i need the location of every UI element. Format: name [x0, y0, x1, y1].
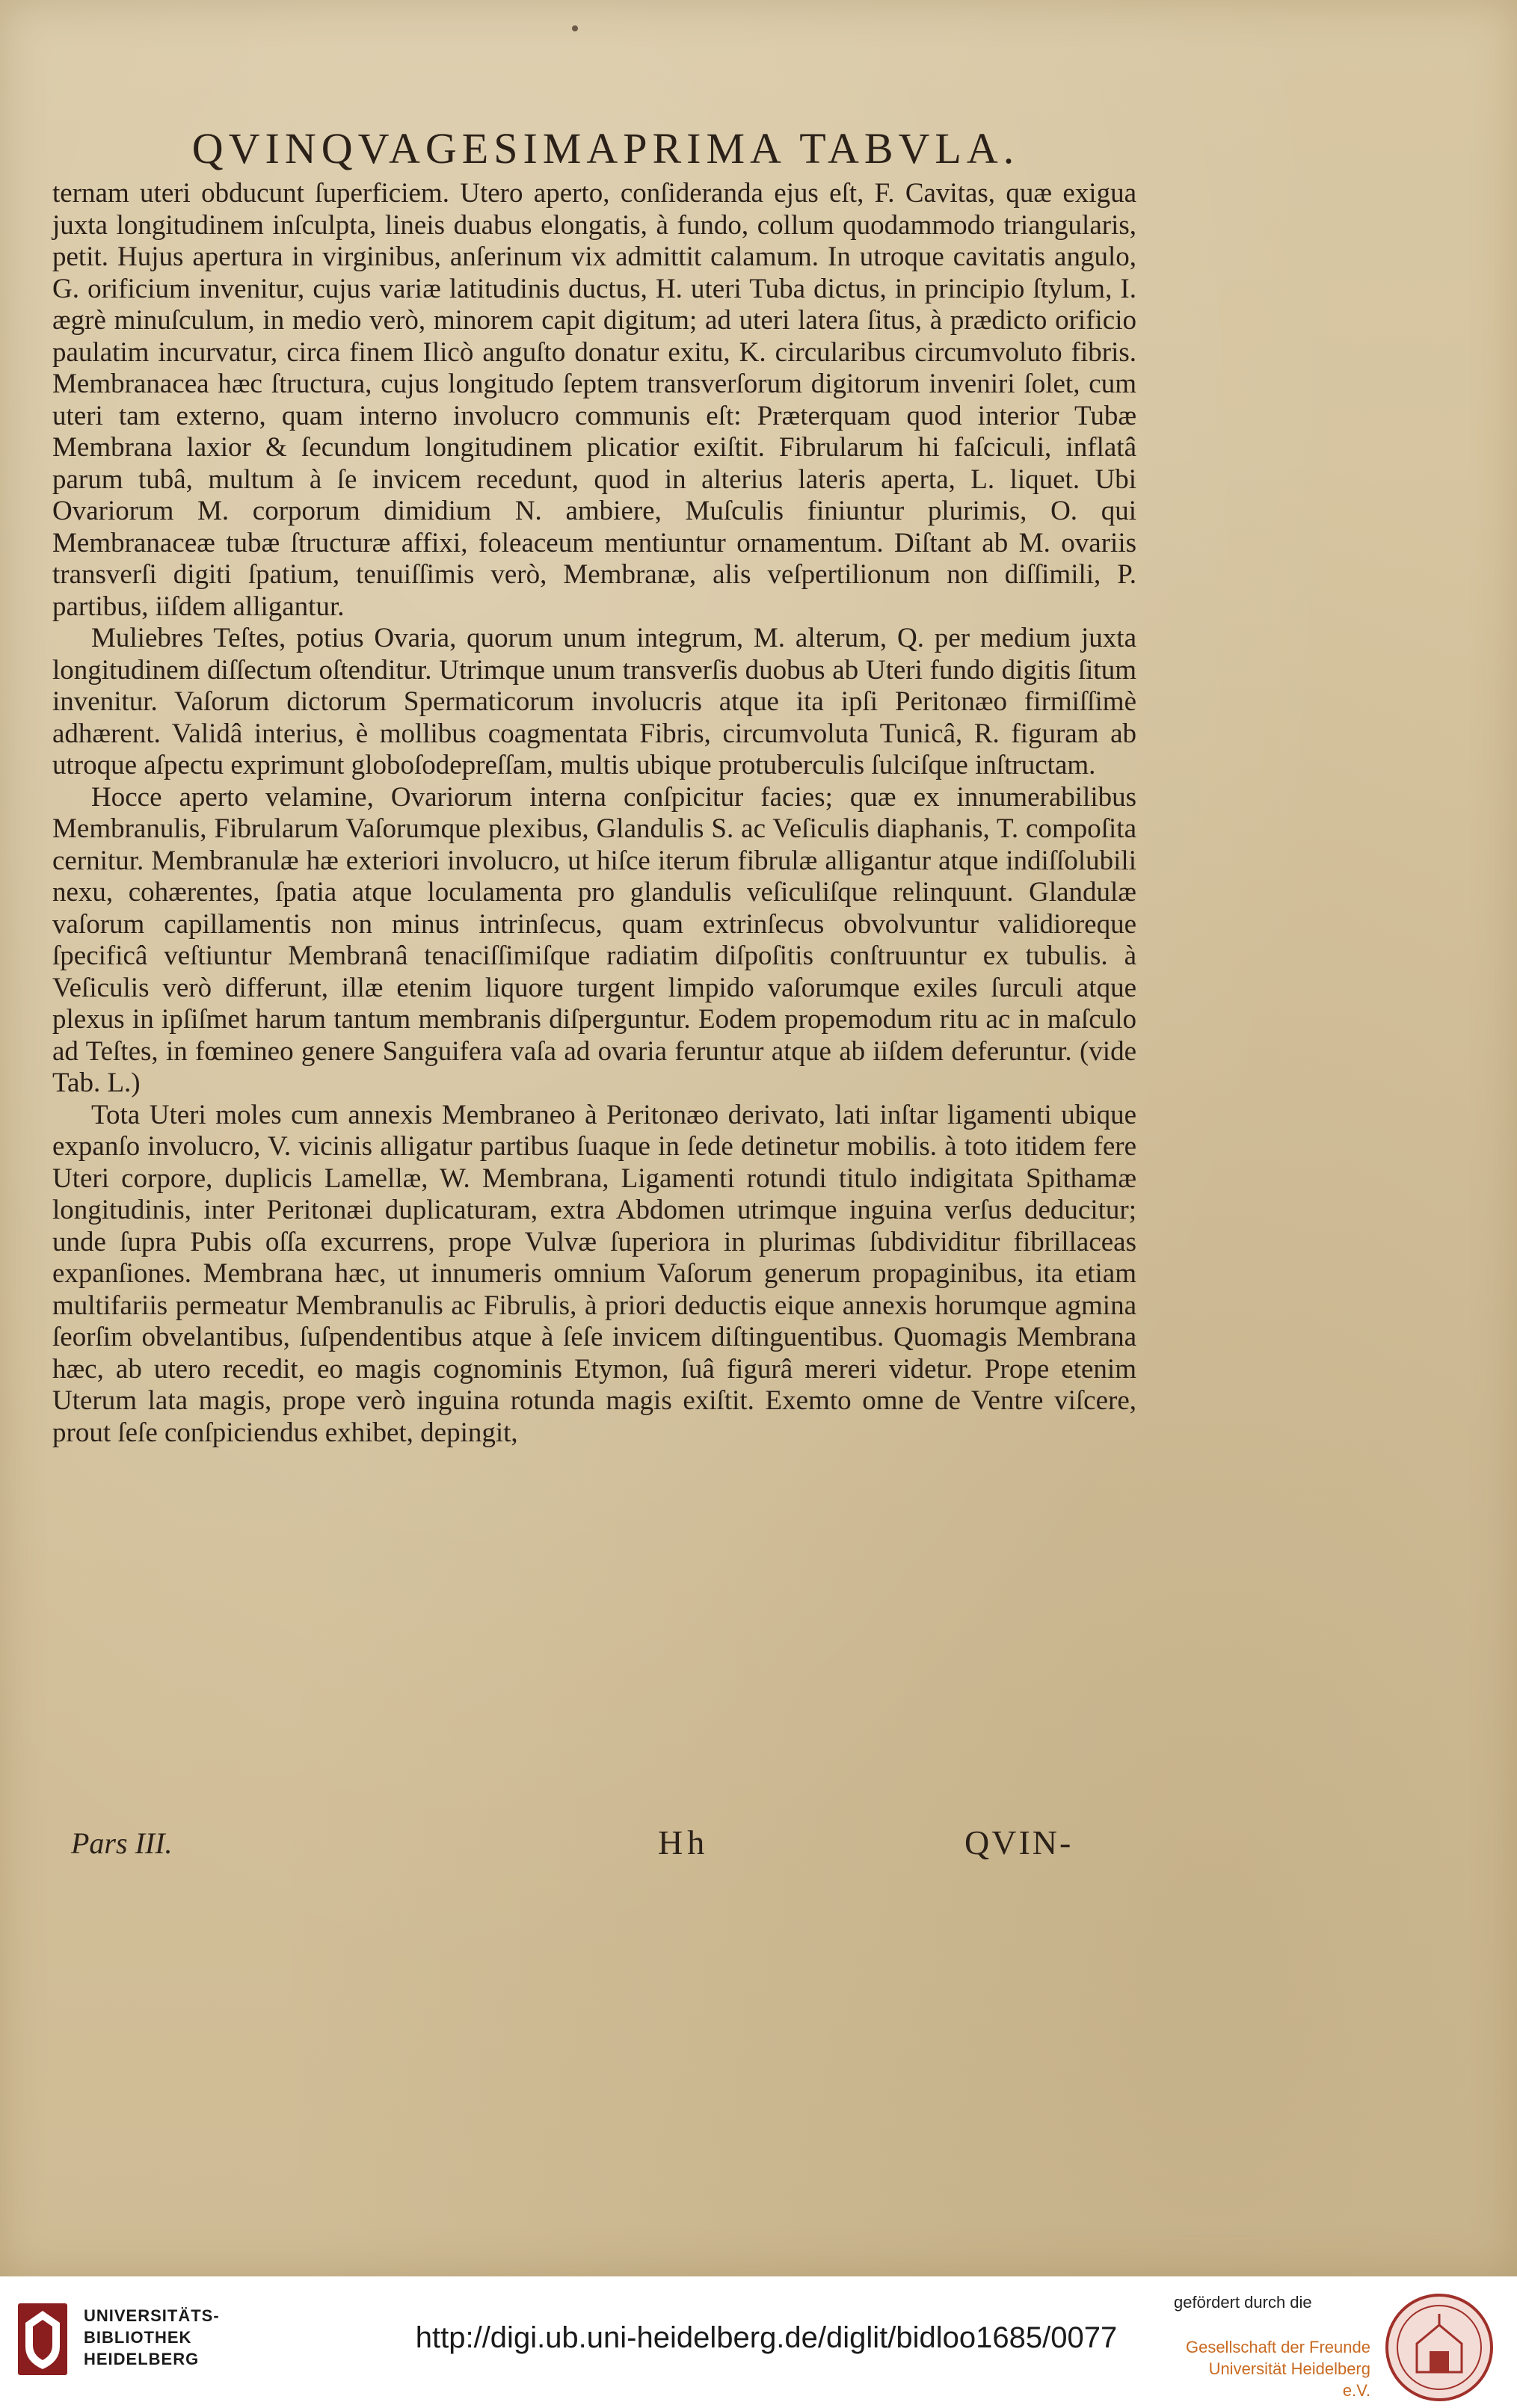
body-text — [52, 178, 1136, 1449]
permalink[interactable]: http://digi.ub.uni-heidelberg.de/diglit/bidloo1685/0077 — [415, 2321, 1118, 2354]
library-name-line-2: BIBLIOTHEK — [84, 2328, 192, 2347]
sponsor-line-1: Gesellschaft der Freunde — [1185, 2338, 1370, 2356]
library-name-line-3: HEIDELBERG — [84, 2350, 200, 2368]
catchword: QVIN- — [964, 1823, 1074, 1862]
part-label: Pars III. — [71, 1826, 173, 1860]
paragraph-3: Hocce aperto velamine, Ovariorum interna conſpicitur facies; quæ ex innumerabilibus Membranulis, Fibrularum Vaſorumque plexibus, Glandulis S. ac Veſiculis diaphanis, T. compoſita cernitur. Membranulæ hæ exteriori involucro, ut hiſce iterum fibrulæ alligantur atque indiſſolubili nexu, cohærentes, ſpatia atque loculamenta pro glandulis veſiculiſque relinquunt. Glandulæ vaſorum capillamentis non minus intrinſecus, quam extrinſecus obvolvuntur validioreque ſpecificâ veſtiuntur Membranâ tenaciſſimiſque radiatim diſpoſitis conſtruuntur ex tubulis. à Veſiculis verò differunt, illæ etenim liquore turgent limpido vaſorumque exiles ſurculi atque plexus in ipſiſmet harum tantum membranis diſperguntur. Eodem propemodum ritu ac in maſculo ad Teſtes, in fœmineo genere Sanguifera vaſa ad ovaria feruntur atque ab iiſdem deferuntur. (vide Tab. L.) — [52, 781, 1136, 1098]
sponsor-label: gefördert durch die — [1174, 2293, 1312, 2312]
paragraph-2: Muliebres Teſtes, potius Ovaria, quorum unum integrum, M. alterum, Q. per medium juxta longitudinem diſſectum oſtenditur. Utrimque unum transverſis duobus ab Uteri fundo digitis ſitum invenitur. Vaſorum dictorum Spermaticorum involucris atque ita ipſi Peritonæo firmiſſimè adhærent. Validâ interius, è mollibus coagmentata Fibris, circumvoluta Tunicâ, R. figuram ab utroque aſpectu exprimunt globoſodepreſſam, multis ubique protuberculis ſulciſque inſtructam. — [52, 623, 1136, 780]
university-seal-icon — [1383, 2291, 1495, 2404]
signature-mark: Hh — [658, 1823, 710, 1862]
university-logo-icon — [16, 2302, 69, 2377]
library-name-line-1: UNIVERSITÄTS- — [84, 2306, 220, 2325]
sponsor-name — [1180, 2336, 1370, 2401]
ink-speck — [572, 25, 578, 31]
library-name — [84, 2305, 220, 2370]
paragraph-1: ternam uteri obducunt ſuperficiem. Utero aperto, conſideranda ejus eſt, F. Cavitas, quæ exigua juxta longitudinem inſculpta, lineis duabus elongatis, à fundo, collum quodammodo triangularis, petit. Hujus apertura in virginibus, anſerinum vix admittit calamum. In utroque cavitatis angulo, G. orificium invenitur, cujus variæ latitudinis ductus, H. uteri Tuba dictus, in principio ſtylum, I. ægrè minuſculum, in medio verò, minorem capit digitum; ad uteri latera ſitus, à prædicto orificio paulatim incurvatur, circa finem Ilicò anguſto donatur exitu, K. circularibus circumvoluto fibris. Membranacea hæc ſtructura, cujus longitudo ſeptem transverſorum digitorum inveniri ſolet, cum uteri tam externo, quam interno involucro communis eſt: Præterquam quod interior Tubæ Membrana laxior & ſecundum longitudinem plicatior exiſtit. Fibrularum hi faſciculi, inflatâ parum tubâ, multum à ſe invicem recedunt, quod in alterius lateris aperta, L. liquet. Ubi Ovariorum M. corporum dimidium N. ambiere, Muſculis finiuntur plurimis, O. qui Membranaceæ tubæ ſtructuræ affixi, foleaceum mentiuntur ornamentum. Diſtant ab M. ovariis transverſi digiti ſpatium, tenuiſſimis verò, Membranæ, alis veſpertilionum non diſſimili, P. partibus, iiſdem alligantur. — [52, 178, 1136, 622]
sponsor-line-2: Universität Heidelberg e.V. — [1208, 2359, 1370, 2400]
digitization-footer-bar — [0, 2276, 1517, 2408]
page-footer — [0, 1818, 1517, 1878]
paragraph-4: Tota Uteri moles cum annexis Membraneo à Peritonæo derivato, lati inſtar ligamenti ubique expanſo involucro, V. vicinis alligatur partibus ſuaque in ſede detinetur mobilis. à toto itidem fere Uteri corpore, duplicis Lamellæ, W. Membrana, Ligamenti rotundi titulo indigitata Spithamæ longitudinis, inter Peritonæi duplicaturam, extra Abdomen utrimque inguina verſus deducitur; unde ſupra Pubis oſſa excurrens, prope Vulvæ ſuperiora in plurimas ſubdividitur fibrillaceas expanſiones. Membrana hæc, ut innumeris omnium Vaſorum generum propaginibus, ita etiam multifariis permeatur Membranulis ac Fibrulis, à priori deductis eique annexis horumque agmina ſeorſim obvelantibus, ſuſpendentibus atque à ſeſe invicem diſtinguentibus. Quomagis Membrana hæc, ab utero recedit, eo magis cognominis Etymon, ſuâ figurâ mereri videtur. Prope etenim Uterum lata magis, prope verò inguina rotunda magis exiſtit. Exemto omne de Ventre viſcere, prout ſeſe conſpiciendus exhibet, depingit, — [52, 1099, 1136, 1448]
running-head: QVINQVAGESIMAPRIMA TABVLA. — [191, 124, 1020, 173]
